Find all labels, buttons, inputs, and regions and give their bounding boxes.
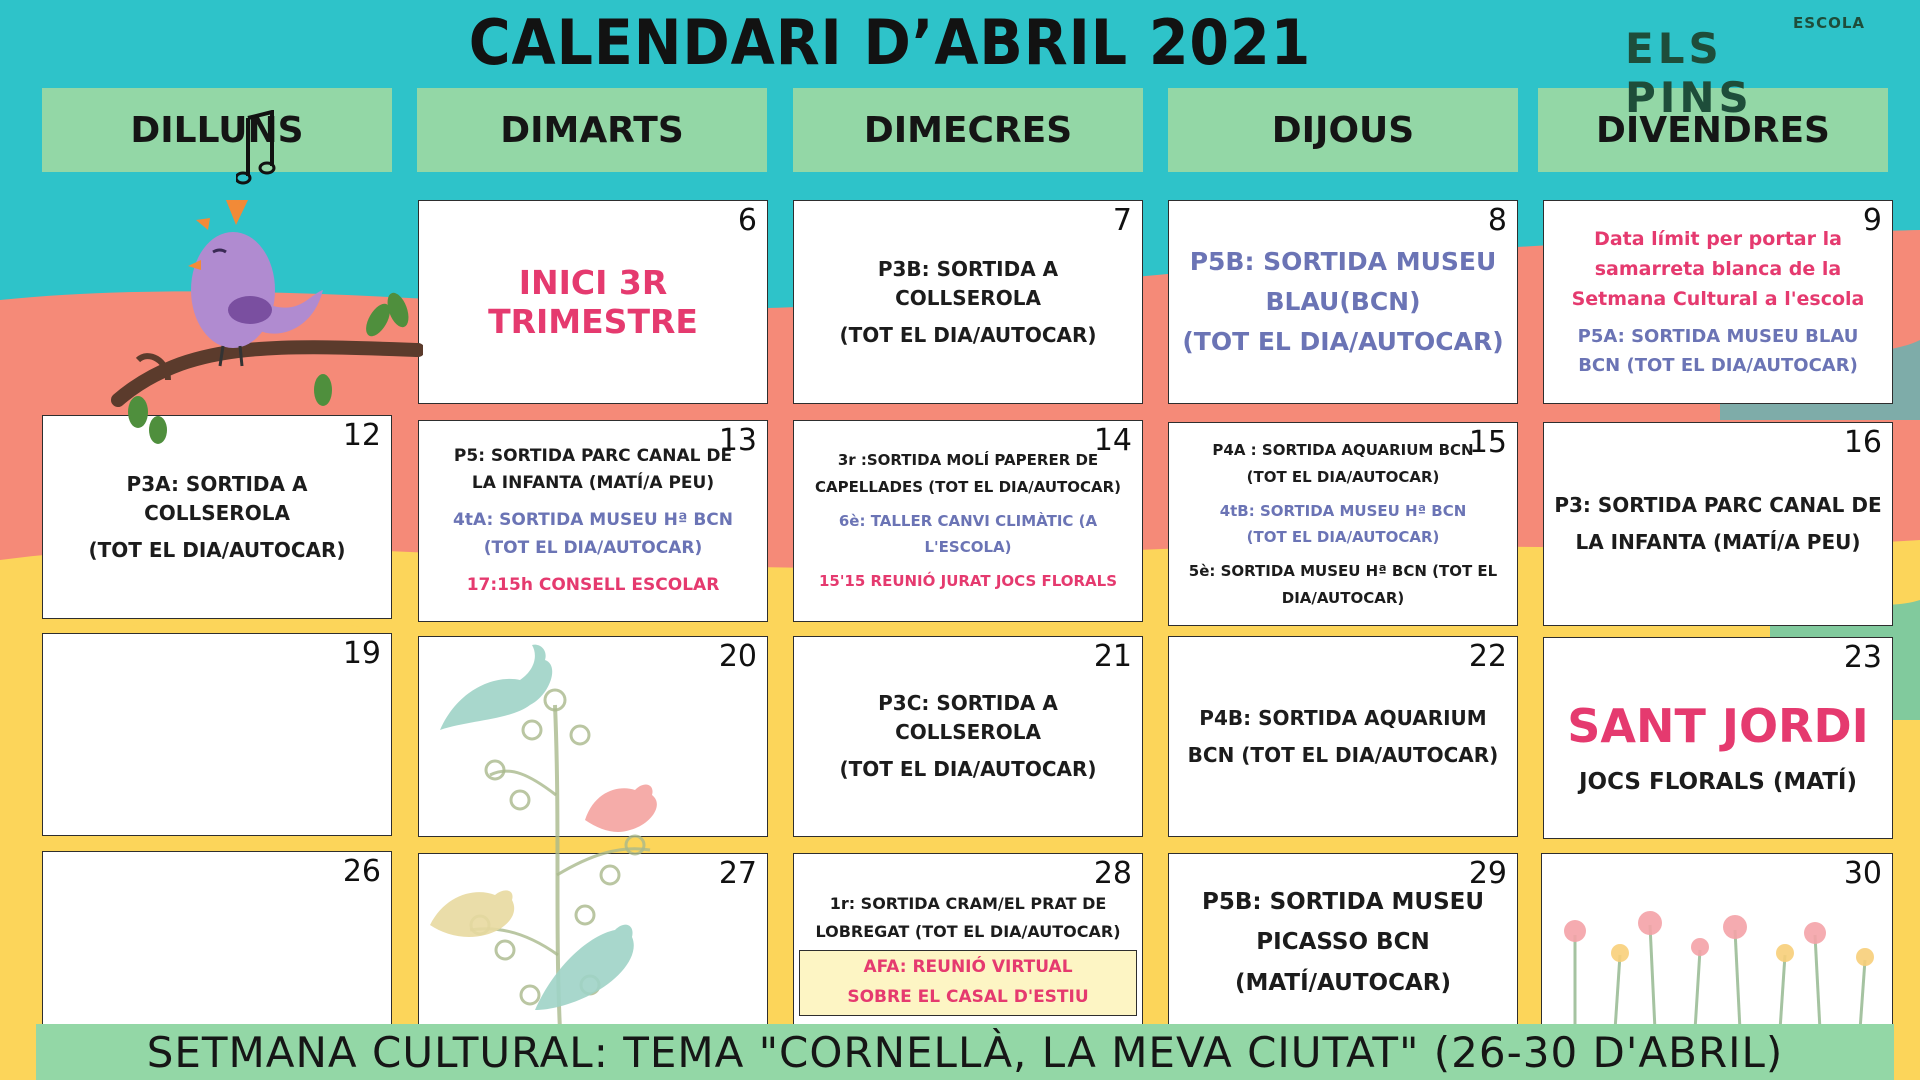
header-dilluns: DILLUNS bbox=[42, 88, 392, 172]
event-text: P5B: SORTIDA MUSEU bbox=[1201, 889, 1485, 915]
event-text: 3r :SORTIDA MOLÍ PAPERER DE bbox=[837, 451, 1099, 470]
event-text: LA INFANTA (MATÍ/A PEU) bbox=[1575, 530, 1861, 554]
day-cell-15 bbox=[1168, 422, 1518, 626]
day-number: 30 bbox=[1843, 856, 1882, 891]
event-text: DIA/AUTOCAR) bbox=[1281, 588, 1405, 607]
logo-small-text: ESCOLA bbox=[1793, 14, 1865, 32]
event-text: (TOT EL DIA/AUTOCAR) bbox=[1246, 467, 1440, 486]
event-text: 4tB: SORTIDA MUSEU Hª BCN bbox=[1219, 501, 1467, 520]
day-cell-13 bbox=[418, 420, 768, 622]
event-title: SANT JORDI bbox=[1567, 699, 1869, 753]
day-number: 8 bbox=[1487, 203, 1507, 238]
event-text: LA INFANTA (MATÍ/A PEU) bbox=[471, 473, 715, 494]
event-text: (MATÍ/AUTOCAR) bbox=[1235, 969, 1451, 996]
day-number: 14 bbox=[1093, 423, 1132, 458]
event-text: BLAU(BCN) bbox=[1265, 286, 1421, 316]
event-text: BCN (TOT EL DIA/AUTOCAR) bbox=[1578, 354, 1858, 376]
day-cell-28 bbox=[793, 853, 1143, 1031]
day-cell-16 bbox=[1543, 422, 1893, 626]
event-text: PICASSO BCN bbox=[1256, 929, 1430, 956]
event-text: (TOT EL DIA/AUTOCAR) bbox=[88, 537, 346, 562]
event-text: P3: SORTIDA PARC CANAL DE bbox=[1554, 493, 1882, 517]
day-cell-7 bbox=[793, 200, 1143, 404]
day-cell-29 bbox=[1168, 853, 1518, 1031]
bird-on-branch bbox=[108, 190, 423, 445]
event-text: Setmana Cultural a l'escola bbox=[1571, 288, 1865, 311]
event-text: 15'15 REUNIÓ JURAT JOCS FLORALS bbox=[818, 572, 1118, 591]
day-cell-12 bbox=[42, 415, 392, 619]
day-number: 19 bbox=[342, 636, 381, 671]
day-number: 15 bbox=[1468, 425, 1507, 460]
event-text: (TOT EL DIA/AUTOCAR) bbox=[1182, 327, 1504, 357]
event-text: P4A : SORTIDA AQUARIUM BCN bbox=[1212, 441, 1474, 460]
event-text: 4tA: SORTIDA MUSEU Hª BCN bbox=[453, 510, 733, 531]
day-cell-26 bbox=[42, 851, 392, 1031]
afa-meeting-box bbox=[799, 950, 1137, 1016]
birds-and-plant bbox=[420, 625, 700, 1030]
event-text: 17:15h CONSELL ESCOLAR bbox=[466, 574, 720, 595]
event-text: P4B: SORTIDA AQUARIUM bbox=[1199, 705, 1487, 730]
day-number: 6 bbox=[737, 203, 757, 238]
event-text: SOBRE EL CASAL D'ESTIU bbox=[847, 986, 1089, 1007]
day-cell-23 bbox=[1543, 637, 1893, 839]
event-text: Data límit per portar la bbox=[1594, 227, 1842, 250]
day-number: 13 bbox=[718, 423, 757, 458]
flowers bbox=[1545, 895, 1890, 1030]
event-text: L'ESCOLA) bbox=[924, 538, 1012, 557]
event-text: AFA: REUNIÓ VIRTUAL bbox=[863, 957, 1073, 977]
event-text: 6è: TALLER CANVI CLIMÀTIC (A bbox=[838, 511, 1098, 530]
event-text: CAPELLADES (TOT EL DIA/AUTOCAR) bbox=[814, 477, 1122, 496]
logo-name: ELS PINS bbox=[1625, 24, 1753, 122]
day-number: 27 bbox=[718, 856, 757, 891]
event-text: P3A: SORTIDA A COLLSEROLA bbox=[126, 471, 308, 525]
page-title: CALENDARI D’ABRIL 2021 bbox=[468, 6, 1312, 79]
day-cell-21 bbox=[793, 636, 1143, 837]
event-text: (TOT EL DIA/AUTOCAR) bbox=[839, 322, 1097, 347]
event-text: P5A: SORTIDA MUSEU BLAU bbox=[1577, 325, 1859, 347]
event-text: P3C: SORTIDA A COLLSEROLA bbox=[878, 691, 1058, 744]
day-number: 28 bbox=[1093, 856, 1132, 891]
day-cell-9 bbox=[1543, 200, 1893, 404]
header-dimarts: DIMARTS bbox=[417, 88, 767, 172]
event-text: P5B: SORTIDA MUSEU bbox=[1189, 246, 1497, 276]
event-text: P3B: SORTIDA A COLLSEROLA bbox=[877, 256, 1059, 310]
event-text: (TOT EL DIA/AUTOCAR) bbox=[839, 757, 1097, 781]
event-text: (TOT EL DIA/AUTOCAR) bbox=[483, 537, 703, 558]
header-divendres: DIVENDRES bbox=[1538, 88, 1888, 172]
event-text: BCN (TOT EL DIA/AUTOCAR) bbox=[1187, 742, 1499, 767]
day-number: 9 bbox=[1862, 203, 1882, 238]
day-number: 7 bbox=[1112, 203, 1132, 238]
event-text: P5: SORTIDA PARC CANAL DE bbox=[453, 446, 733, 467]
day-number: 29 bbox=[1468, 856, 1507, 891]
day-number: 23 bbox=[1843, 640, 1882, 675]
school-logo bbox=[1625, 14, 1865, 122]
event-text: JOCS FLORALS (MATÍ) bbox=[1579, 769, 1857, 795]
day-cell-19 bbox=[42, 633, 392, 836]
day-cell-22 bbox=[1168, 636, 1518, 837]
day-number: 16 bbox=[1843, 425, 1882, 460]
header-dijous: DIJOUS bbox=[1168, 88, 1518, 172]
header-dimecres: DIMECRES bbox=[793, 88, 1143, 172]
day-number: 21 bbox=[1093, 639, 1132, 674]
day-cell-14 bbox=[793, 420, 1143, 622]
event-text: samarreta blanca de la bbox=[1594, 258, 1842, 280]
event-text: INICI 3R TRIMESTRE bbox=[488, 263, 698, 341]
event-text: 5è: SORTIDA MUSEU Hª BCN (TOT EL bbox=[1188, 562, 1498, 581]
day-number: 22 bbox=[1468, 639, 1507, 674]
event-text: (TOT EL DIA/AUTOCAR) bbox=[1246, 528, 1440, 546]
day-number: 20 bbox=[718, 639, 757, 674]
day-number: 26 bbox=[342, 854, 381, 889]
day-cell-8 bbox=[1168, 200, 1518, 404]
day-cell-6 bbox=[418, 200, 768, 404]
event-text: 1r: SORTIDA CRAM/EL PRAT DE bbox=[829, 894, 1107, 913]
day-number: 12 bbox=[342, 418, 381, 453]
event-text: LOBREGAT (TOT EL DIA/AUTOCAR) bbox=[815, 922, 1121, 941]
cultural-week-banner: SETMANA CULTURAL: TEMA "CORNELLÀ, LA MEVA CIUTAT" (26-30 D'ABRIL) bbox=[36, 1024, 1894, 1080]
music-note-icon bbox=[236, 110, 276, 186]
